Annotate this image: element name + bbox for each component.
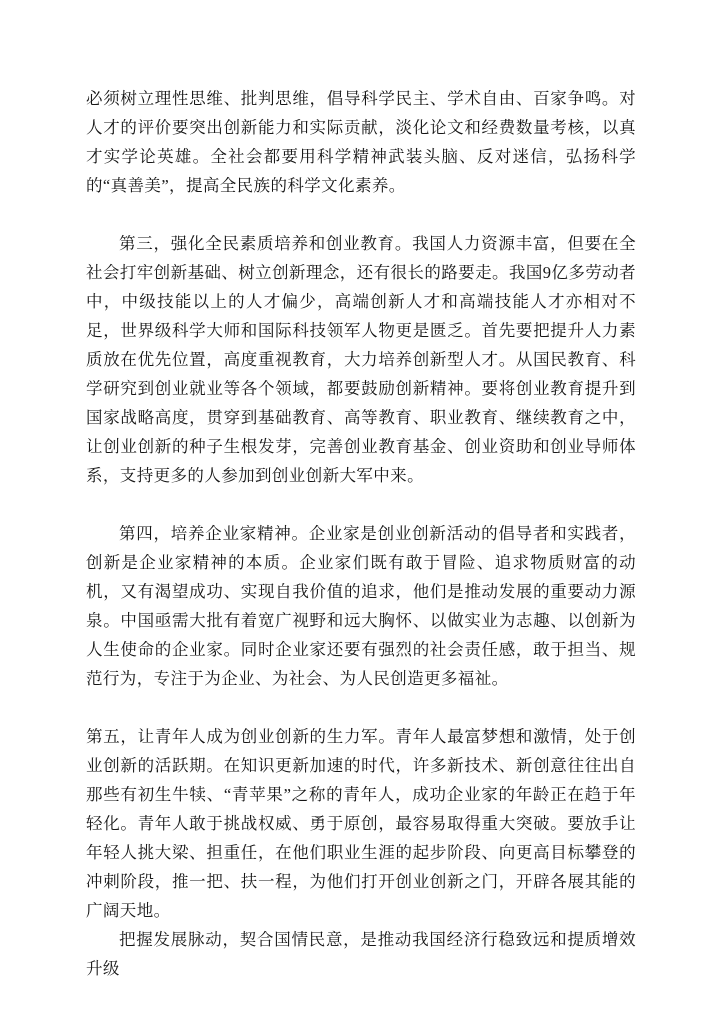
paragraph-development-pulse: 把握发展脉动，契合国情民意，是推动我国经济行稳致远和提质增效升级 [86,930,636,978]
paragraph-fifth-point: 第五，让青年人成为创业创新的生力军。青年人最富梦想和激情，处于创业创新的活跃期。在知识更新加速的时代，许多新技术、新创意往往出自那些有初生牛犊、“青苹果”之称的青年人，成功企业家的年龄正在趋于年轻化。青年人敢于挑战权威、勇于原创，最容易取得重大突破。要放手让年轻人挑大梁、担重任，在他们职业生涯的起步阶段、向更高目标攀登的冲刺阶段，推一把、扶一程，为他们打开创业创新之门，开辟各展其能的广阔天地。 [86,727,636,920]
paragraph-third-point: 第三，强化全民素质培养和创业教育。我国人力资源丰富，但要在全社会打牢创新基础、树立创新理念，还有很长的路要走。我国9亿多劳动者中，中级技能以上的人才偏少，高端创新人才和高端技能人才亦相对不足，世界级科学大师和国际科技领军人物更是匮乏。首先要把提升人力素质放在优先位置，高度重视教育，大力培养创新型人才。从国民教育、科学研究到创业就业等各个领域，都要鼓励创新精神。要将创业教育提升到国家战略高度，贯穿到基础教育、高等教育、职业教育、继续教育之中，让创业创新的种子生根发芽，完善创业教育基金、创业资助和创业导师体系，支持更多的人参加到创业创新大军中来。 [86,234,636,485]
paragraph-fourth-point: 第四，培养企业家精神。企业家是创业创新活动的倡导者和实践者，创新是企业家精神的本质。企业家们既有敢于冒险、追求物质财富的动机，又有渴望成功、实现自我价值的追求，他们是推动发展的重要动力源泉。中国亟需大批有着宽广视野和远大胸怀、以做实业为志趣、以创新为人生使命的企业家。同时企业家还要有强烈的社会责任感，敢于担当、规范行为，专注于为企业、为社会、为人民创造更多福祉。 [86,524,636,688]
paragraph-science-spirit: 必须树立理性思维、批判思维，倡导科学民主、学术自由、百家争鸣。对人才的评价要突出创新能力和实际贡献，淡化论文和经费数量考核，以真才实学论英雄。全社会都要用科学精神武装头脑、反对迷信，弘扬科学的“真善美”，提高全民族的科学文化素养。 [86,89,636,195]
